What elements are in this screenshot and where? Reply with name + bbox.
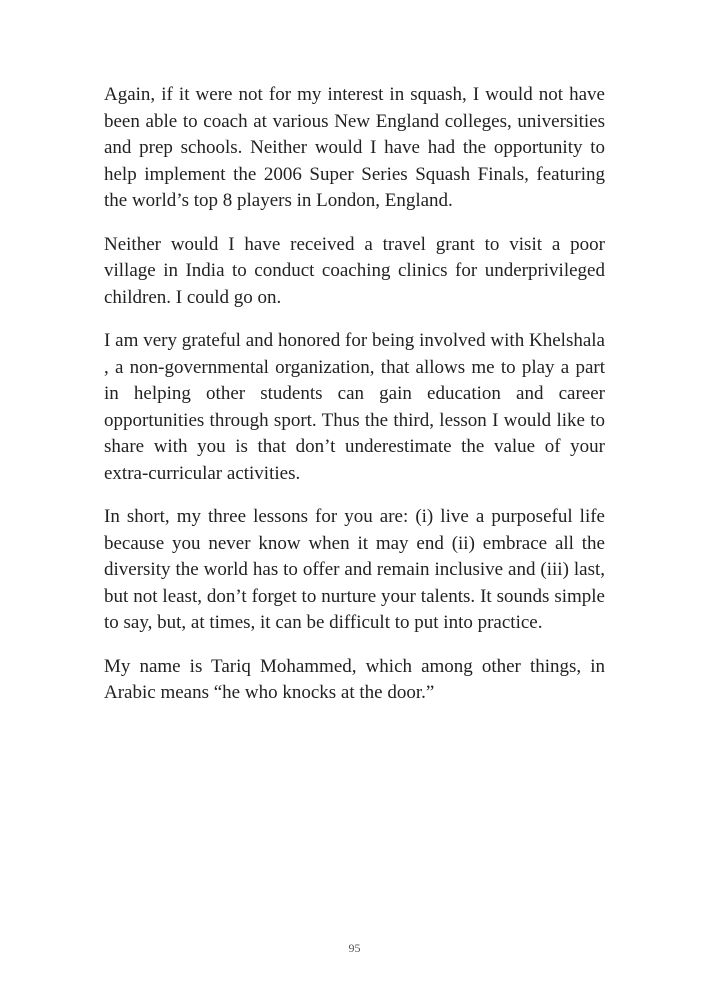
paragraph-2: Neither would I have received a travel grant to visit a poor village in India to conduct coaching clinics for underprivileged children. I could go on. [104,233,605,308]
paragraph-4: In short, my three lessons for you are: (i) live a purposeful life because you never know when it may end (ii) embrace all the diversity the world has to offer and remain inclusive and (iii) last, but not least, don’t forget to nurture your talents. It sounds simple to say, but, at times, it can be difficult to put into practice. [104,506,605,633]
body-text [104,82,605,724]
page-number: 95 [348,941,361,955]
paragraph-1: Again, if it were not for my interest in squash, I would not have been able to coach at various New England colleges, universities and prep schools. Neither would I have had the opportunity to help implement the 2006 Super Series Squash Finals, featuring the world’s top 8 players in London, England. [104,84,605,211]
paragraph-5: My name is Tariq Mohammed, which among other things, in Arabic means “he who knocks at the door.” [104,655,605,703]
paragraph-3: I am very grateful and honored for being involved with Khelshala , a non-governmental organization, that allows me to play a part in helping other students can gain education and career opportunities through sport. Thus the third, lesson I would like to share with you is that don’t underestimate the value of your extra-curricular activities. [104,330,605,484]
